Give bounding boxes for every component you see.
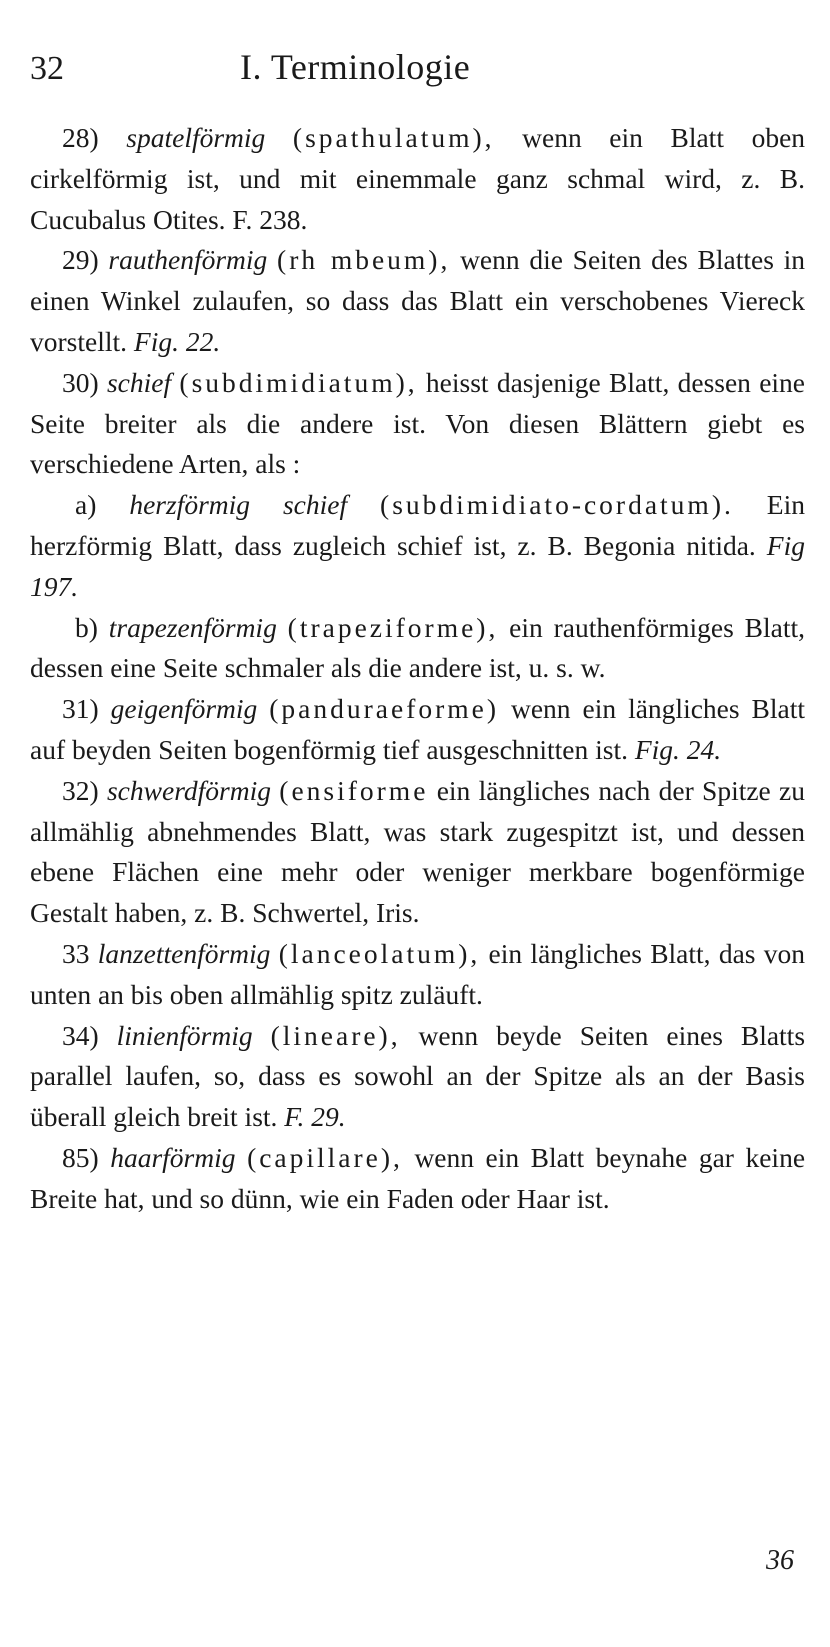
entry-text: wenn ein Blatt oben cirkelförmig ist, und mit einemmale ganz schmal wird, z. B. Cucubalus Otites. F. 238. [30, 122, 806, 235]
entry-linienfoermig [30, 1016, 805, 1138]
entry-number: a) [75, 489, 97, 521]
entry-schwerdfoermig [30, 771, 805, 934]
entry-text: ein längliches nach der Spitze zu allmählig abnehmendes Blatt, was stark zugespitzt ist, und dessen ebene Flächen eine mehr oder weniger merkbare bogenförmige Gestalt haben, z. B. Schwertel, Iris. [30, 774, 806, 929]
entry-geigenfoermig [30, 689, 805, 771]
entry-term: rauthenförmig [108, 244, 268, 276]
entry-spatelfoermig [30, 118, 805, 240]
figure-reference: Fig. 24. [634, 733, 722, 765]
entry-latin: (capillare), [247, 1141, 403, 1173]
entry-term: geigenförmig [110, 693, 258, 725]
figure-reference: F. 29. [284, 1101, 346, 1133]
entry-text: heisst dasjenige Blatt, dessen eine Seite breiter als die andere ist. Von diesen Blättern giebt es verschiedene Arten, als : [30, 366, 806, 480]
entry-latin: (subdimidiato-cordatum). [380, 489, 734, 521]
entry-term: herzförmig schief [129, 489, 348, 521]
entry-number: 31) [62, 693, 99, 725]
page-number: 32 [30, 50, 64, 87]
entry-text: wenn ein längliches Blatt auf beyden Seiten bogenförmig tief ausgeschnitten ist. [30, 693, 806, 765]
page-header [30, 40, 790, 100]
entry-latin: (ensiforme [279, 774, 429, 806]
entry-schief [30, 363, 805, 485]
entry-number: 30) [62, 366, 99, 398]
entry-latin: (lineare), [270, 1019, 401, 1051]
entry-number: 28) [62, 122, 99, 153]
entry-number: 33 [62, 937, 90, 969]
entry-herzfoermig-schief [30, 485, 805, 607]
entry-term: lanzettenförmig [97, 937, 271, 969]
entry-number: 29) [62, 244, 99, 276]
entry-latin: (lanceolatum), [278, 937, 481, 969]
figure-reference: Fig. 22. [133, 325, 221, 357]
entry-rauthenfoermig [30, 240, 805, 362]
entry-latin: (spathulatum), [292, 122, 495, 153]
entry-latin: (rh mbeum), [277, 244, 451, 276]
entry-term: haarförmig [110, 1141, 236, 1173]
body-text [30, 118, 805, 1220]
running-title: I. Terminologie [240, 47, 471, 87]
figure-reference: Fig 197. [30, 529, 805, 602]
entry-number: 85) [62, 1141, 99, 1173]
entry-text: ein rauthenförmiges Blatt, dessen eine Seite schmaler als die andere ist, u. s. w. [30, 611, 806, 684]
entry-text: wenn die Seiten des Blattes in einen Winkel zulaufen, so dass das Blatt ein verschobenes Viereck vorstellt. [30, 244, 806, 357]
entry-term: spatelförmig [126, 122, 266, 153]
entry-trapezenfoermig [30, 608, 805, 690]
entry-latin: (panduraeforme) [269, 693, 500, 725]
entry-text: wenn ein Blatt beynahe gar keine Breite hat, und so dünn, wie ein Faden oder Haar ist. [30, 1141, 806, 1214]
entry-text: wenn beyde Seiten eines Blatts parallel laufen, so, dass es sowohl an der Spitze als an der Basis überall gleich breit ist. [30, 1019, 806, 1133]
entry-text: ein längliches Blatt, das von unten an bis oben allmählig spitz zuläuft. [30, 937, 806, 1010]
entry-haarfoermig [30, 1138, 805, 1220]
entry-lanzettenfoermig [30, 934, 805, 1016]
entry-term: trapezenförmig [108, 611, 277, 643]
entry-number: 34) [62, 1019, 99, 1051]
entry-text: Ein herzförmig Blatt, dass zugleich schief ist, z. B. Begonia nitida. [30, 489, 805, 561]
entry-number: b) [75, 611, 98, 643]
entry-latin: (trapeziforme), [287, 611, 499, 643]
entry-number: 32) [62, 774, 99, 806]
catchword: 36 [766, 1545, 794, 1576]
entry-term: schief [106, 366, 172, 398]
entry-term: linienförmig [116, 1019, 253, 1051]
entry-latin: (subdimidiatum), [179, 366, 418, 398]
entry-term: schwerdförmig [106, 774, 271, 806]
